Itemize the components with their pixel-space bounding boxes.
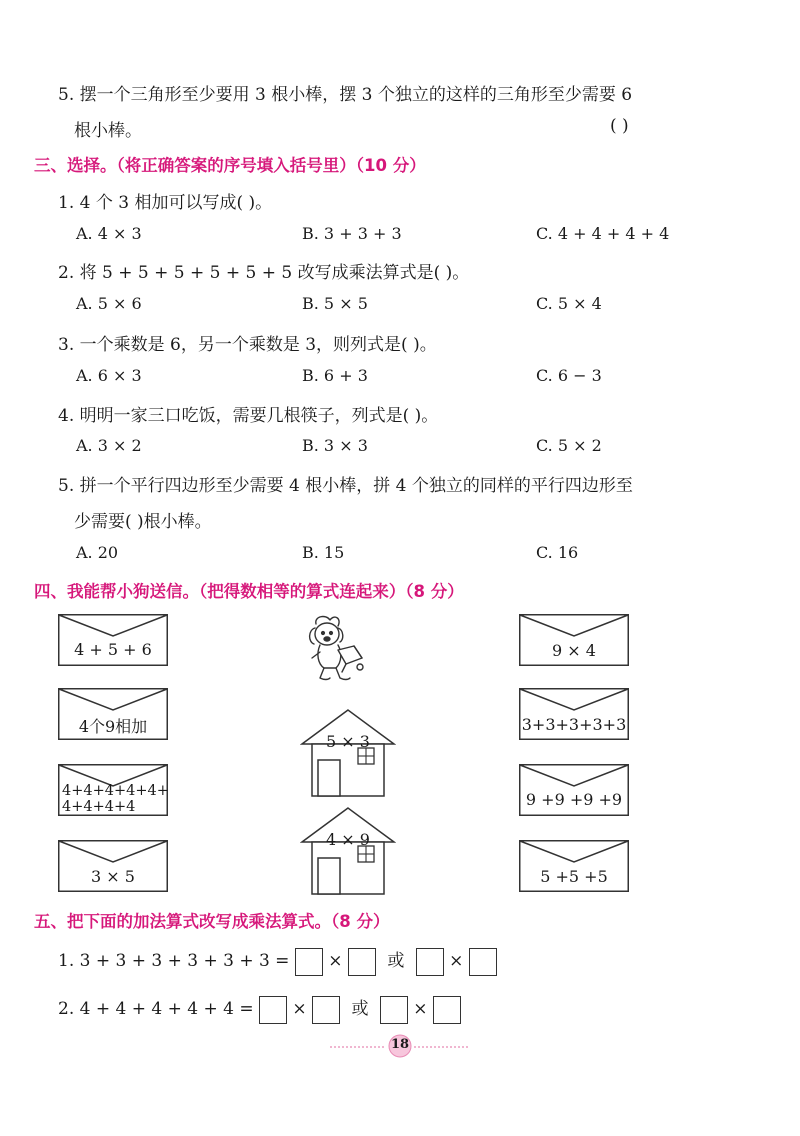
s5-q2-expression: 2. 4 + 4 + 4 + 4 + 4 = <box>58 999 254 1019</box>
answer-box[interactable] <box>469 948 497 976</box>
answer-box[interactable] <box>380 996 408 1024</box>
s3-q1-option-a: A. 4 × 3 <box>76 224 142 243</box>
house-icon <box>300 708 396 800</box>
s3-q4-option-b: B. 3 × 3 <box>302 436 368 455</box>
s5-q2 <box>58 994 461 1024</box>
house-icon <box>300 806 396 898</box>
s3-q5-stem-line2: 少需要( )根小棒。 <box>74 512 212 532</box>
s3-q5-option-a: A. 20 <box>76 543 119 562</box>
right-envelope-1[interactable] <box>519 614 629 666</box>
envelope-expression: 9 +9 +9 +9 <box>525 790 623 809</box>
answer-paren[interactable]: ( ) <box>610 116 629 136</box>
s3-q1-option-c: C. 4 + 4 + 4 + 4 <box>536 224 670 243</box>
answer-box[interactable] <box>348 948 376 976</box>
section-5-heading: 五、把下面的加法算式改写成乘法算式。（8 分） <box>34 912 390 931</box>
s3-q3-stem: 3. 一个乘数是 6，另一个乘数是 3，则列式是( )。 <box>58 335 437 355</box>
envelope-expression: 5 +5 +5 <box>540 867 608 886</box>
times-sign: × <box>292 999 307 1019</box>
s3-q3-option-c: C. 6 − 3 <box>536 366 602 385</box>
s3-q5-option-c: C. 16 <box>536 543 579 562</box>
right-envelope-4[interactable] <box>519 840 629 892</box>
or-label: 或 <box>351 999 369 1019</box>
house-2[interactable] <box>300 806 396 898</box>
answer-box[interactable] <box>433 996 461 1024</box>
envelope-expression: 9 × 4 <box>552 641 596 660</box>
section-3-heading: 三、选择。（将正确答案的序号填入括号里）（10 分） <box>34 156 426 175</box>
s5-q1 <box>58 946 497 976</box>
s3-q2-stem: 2. 将 5 + 5 + 5 + 5 + 5 + 5 改写成乘法算式是( )。 <box>58 263 470 283</box>
left-envelope-2[interactable] <box>58 688 168 740</box>
answer-box[interactable] <box>295 948 323 976</box>
s3-q4-option-c: C. 5 × 2 <box>536 436 602 455</box>
question-5-line1: 5. 摆一个三角形至少要用 3 根小棒，摆 3 个独立的这样的三角形至少需要 6 <box>58 85 633 105</box>
envelope-expression: 3 × 5 <box>91 867 135 886</box>
s3-q1-option-b: B. 3 + 3 + 3 <box>302 224 402 243</box>
s3-q2-option-b: B. 5 × 5 <box>302 294 368 313</box>
s3-q5-stem: 5. 拼一个平行四边形至少需要 4 根小棒，拼 4 个独立的同样的平行四边形至 <box>58 476 633 496</box>
or-label: 或 <box>387 951 405 971</box>
answer-box[interactable] <box>259 996 287 1024</box>
house-1[interactable] <box>300 708 396 800</box>
house-expression: 5 × 3 <box>326 732 370 751</box>
answer-box[interactable] <box>416 948 444 976</box>
answer-box[interactable] <box>312 996 340 1024</box>
s3-q5-option-b: B. 15 <box>302 543 345 562</box>
times-sign: × <box>449 951 464 971</box>
s3-q4-stem: 4. 明明一家三口吃饭，需要几根筷子，列式是( )。 <box>58 406 439 426</box>
s3-q2-option-a: A. 5 × 6 <box>76 294 142 313</box>
envelope-expression: 4个9相加 <box>78 717 148 736</box>
envelope-expression: 3+3+3+3+3 <box>521 715 627 734</box>
envelope-expression-line2: 4+4+4+4 <box>62 799 136 815</box>
s3-q1-stem: 1. 4 个 3 相加可以写成( )。 <box>58 193 273 213</box>
page-number-badge <box>330 1034 470 1058</box>
left-envelope-1[interactable] <box>58 614 168 666</box>
s5-q1-expression: 1. 3 + 3 + 3 + 3 + 3 + 3 = <box>58 951 290 971</box>
s3-q2-option-c: C. 5 × 4 <box>536 294 602 313</box>
section-4-heading: 四、我能帮小狗送信。（把得数相等的算式连起来）（8 分） <box>34 582 464 601</box>
left-envelope-4[interactable] <box>58 840 168 892</box>
s3-q3-option-a: A. 6 × 3 <box>76 366 142 385</box>
times-sign: × <box>413 999 428 1019</box>
question-5-line2: 根小棒。 <box>74 121 142 141</box>
times-sign: × <box>328 951 343 971</box>
envelope-expression: 4 + 5 + 6 <box>74 640 152 659</box>
house-expression: 4 × 9 <box>326 830 370 849</box>
dog-mail-carrier-icon <box>302 612 378 688</box>
page-number: 18 <box>390 1037 410 1052</box>
s3-q3-option-b: B. 6 + 3 <box>302 366 368 385</box>
left-envelope-3[interactable] <box>58 764 168 816</box>
right-envelope-3[interactable] <box>519 764 629 816</box>
envelope-expression-line1: 4+4+4+4+4+ <box>62 783 169 799</box>
right-envelope-2[interactable] <box>519 688 629 740</box>
s3-q4-option-a: A. 3 × 2 <box>76 436 142 455</box>
